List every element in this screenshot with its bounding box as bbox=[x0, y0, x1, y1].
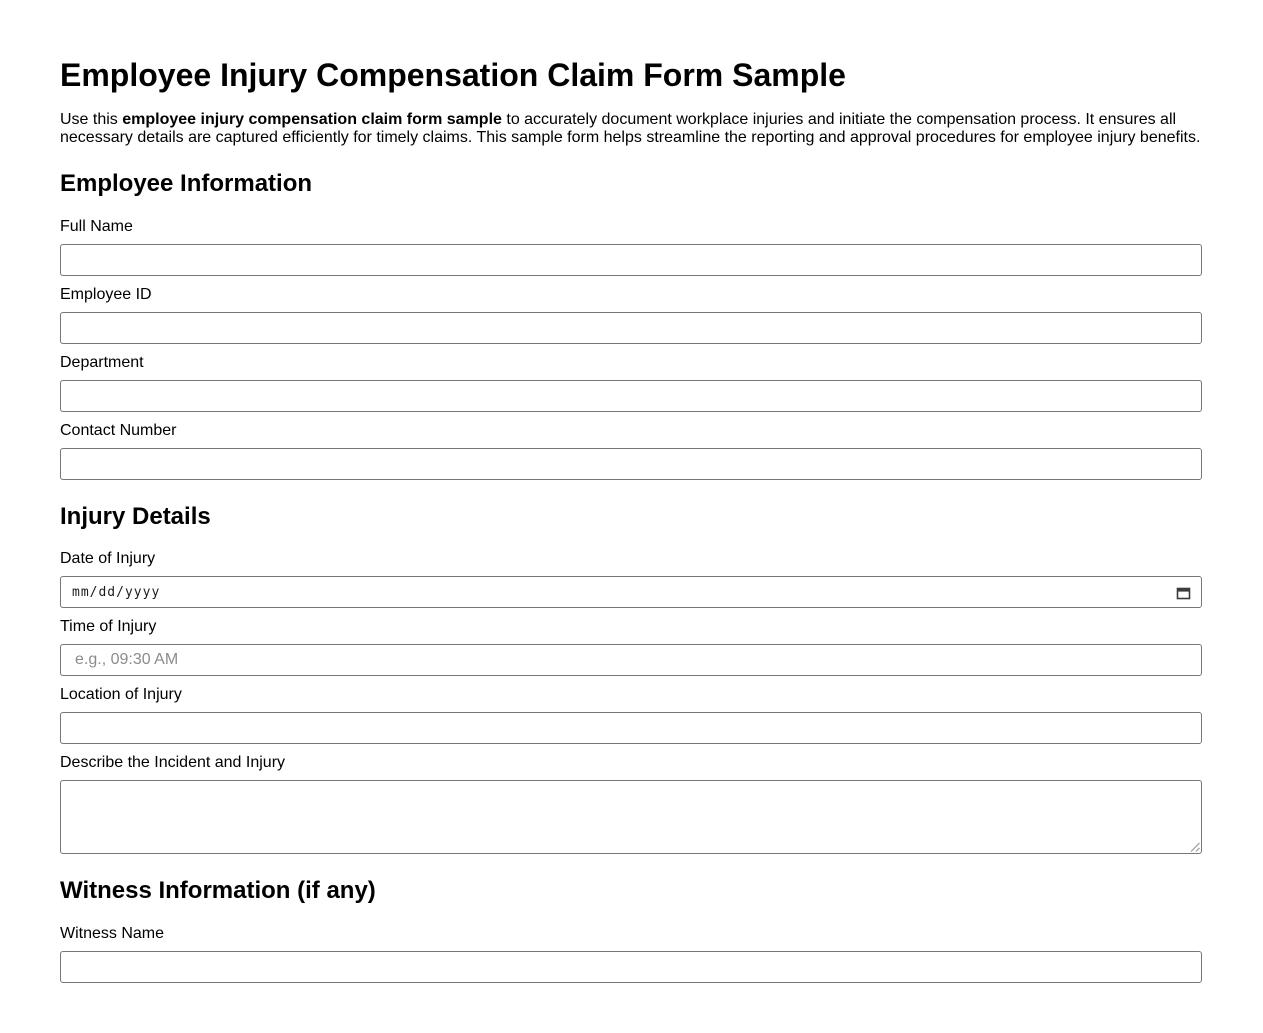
full-name-input[interactable] bbox=[60, 244, 1202, 276]
employee-id-input[interactable] bbox=[60, 312, 1202, 344]
contact-number-label: Contact Number bbox=[60, 421, 177, 439]
intro-text-prefix: Use this bbox=[60, 111, 123, 129]
field-incident-description bbox=[60, 754, 1202, 854]
field-witness-name bbox=[60, 925, 1202, 983]
intro-paragraph bbox=[60, 111, 1202, 147]
field-contact-number bbox=[60, 422, 1202, 480]
field-employee-id bbox=[60, 286, 1202, 344]
intro-text-bold: employee injury compensation claim form sample bbox=[122, 111, 502, 129]
date-of-injury-input[interactable] bbox=[60, 576, 1202, 608]
department-label: Department bbox=[60, 353, 144, 371]
date-placeholder-text: mm/dd/yyyy bbox=[72, 584, 161, 600]
full-name-label: Full Name bbox=[60, 217, 133, 235]
time-of-injury-input[interactable] bbox=[60, 644, 1202, 676]
location-of-injury-input[interactable] bbox=[60, 712, 1202, 744]
section-heading-employee-information: Employee Information bbox=[60, 170, 313, 198]
incident-description-label: Describe the Incident and Injury bbox=[60, 754, 286, 772]
field-location-of-injury bbox=[60, 686, 1202, 744]
department-input[interactable] bbox=[60, 380, 1202, 412]
calendar-icon[interactable] bbox=[1176, 585, 1191, 600]
field-department bbox=[60, 354, 1202, 412]
section-heading-injury-details: Injury Details bbox=[60, 502, 211, 530]
field-full-name bbox=[60, 218, 1202, 276]
location-of-injury-label: Location of Injury bbox=[60, 686, 182, 704]
incident-description-wrap bbox=[60, 780, 1202, 854]
date-of-injury-label: Date of Injury bbox=[60, 550, 156, 568]
page-title: Employee Injury Compensation Claim Form Sample bbox=[60, 57, 846, 93]
witness-name-input[interactable] bbox=[60, 951, 1202, 983]
contact-number-input[interactable] bbox=[60, 448, 1202, 480]
employee-id-label: Employee ID bbox=[60, 285, 152, 303]
field-time-of-injury bbox=[60, 618, 1202, 676]
incident-description-textarea[interactable] bbox=[60, 780, 1202, 854]
textarea-resize-handle-icon[interactable] bbox=[1187, 839, 1200, 852]
witness-name-label: Witness Name bbox=[60, 924, 165, 942]
field-date-of-injury bbox=[60, 550, 1202, 608]
section-heading-witness-information: Witness Information (if any) bbox=[60, 877, 376, 905]
time-of-injury-label: Time of Injury bbox=[60, 618, 157, 636]
intro-text-suffix: to accurately document workplace injuries and initiate the compensation process. It ensures all necessary details are captured efficiently for timely claims. This sample form helps streamline the reporting and approval procedures for employee injury benefits. bbox=[60, 111, 1201, 147]
